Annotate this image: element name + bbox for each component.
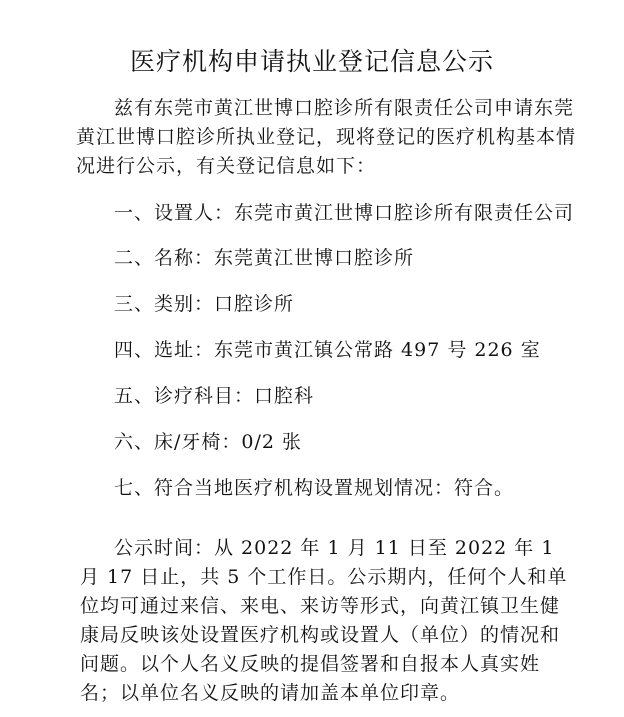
info-item-name: 二、名称：东莞黄江世博口腔诊所	[114, 247, 415, 269]
info-item-planning: 七、符合当地医疗机构设置规划情况：符合。	[114, 477, 515, 499]
intro-paragraph: 兹有东莞市黄江世博口腔诊所有限责任公司申请东莞黄江世博口腔诊所执业登记，现将登记的医疗机构基本情况进行公示，有关登记信息如下：	[76, 97, 577, 177]
publicity-notice-paragraph: 公示时间：从 2022 年 1 月 11 日至 2022 年 1 月 17 日止，共 5 个工作日。公示期内，任何个人和单位均可通过来信、来电、来访等形式，向黄江镇卫生健康局反映该处设置医疗机构或设置人（单位）的情况和问题。以个人名义反映的提倡签署和自报本人真实姓名；以单位名义反映的请加盖本单位印章。	[80, 537, 568, 704]
info-item-specialty: 五、诊疗科目：口腔科	[114, 385, 315, 407]
info-item-category: 三、类别：口腔诊所	[114, 293, 295, 315]
info-item-applicant: 一、设置人：东莞市黄江世博口腔诊所有限责任公司	[114, 202, 575, 224]
info-item-address: 四、选址：东莞市黄江镇公常路 497 号 226 室	[114, 339, 541, 361]
document-title: 医疗机构申请执业登记信息公示	[129, 47, 494, 76]
info-item-chairs: 六、床/牙椅：0/2 张	[114, 431, 303, 453]
registration-info-list	[76, 199, 576, 520]
